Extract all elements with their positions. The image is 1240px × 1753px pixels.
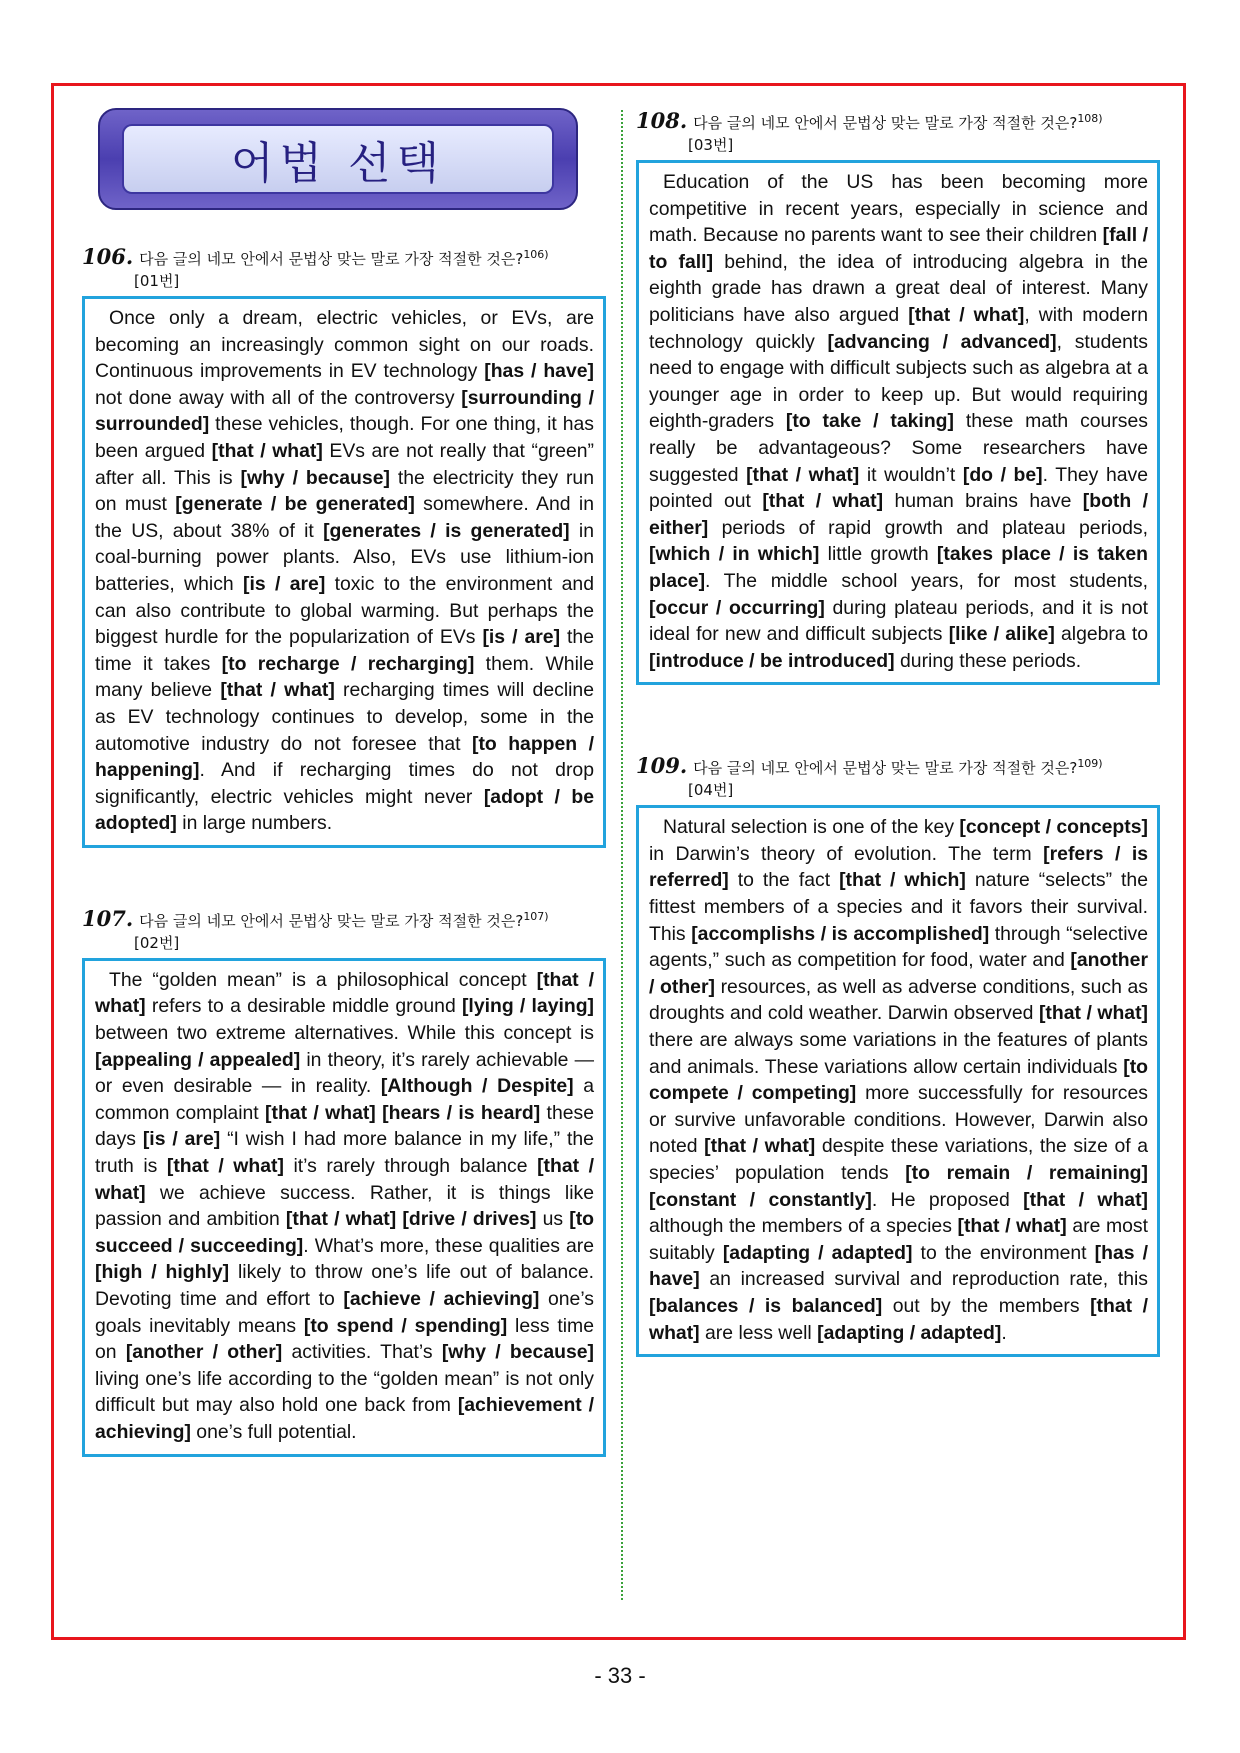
- question-prompt: 다음 글의 네모 안에서 문법상 맞는 말로 가장 적절한 것은?: [693, 759, 1078, 778]
- passage-box: [82, 296, 606, 848]
- question-number: 106.: [82, 244, 134, 269]
- question-number: 107.: [82, 905, 134, 931]
- question-source: [02번]: [134, 933, 180, 952]
- passage-text: Education of the US has been becoming more competitive in recent years, especially in science and math. Because no parents want to see their children [fall / to fall] behind, the idea of introducing algebra in the eighth grade has drawn a great deal of interest. Many politicians have also argued [that / what], with modern technology quickly [advancing / advanced], students need to engage with difficult subjects such as algebra at a younger age in order to keep up. But would requiring eighth-graders [to take / taking] these math courses really be advantageous? Some researchers have suggested [that / what] it wouldn’t [do / be]. They have pointed out [that / what] human brains have [both / either] periods of rapid growth and plateau periods, [which / in which] little growth [takes place / is taken place]. The middle school years, for most students, [occur / occurring] during plateau periods, and it is not ideal for new and difficult subjects [like / alike] algebra to [introduce / be introduced] during these periods.: [649, 171, 1149, 672]
- footnote-marker: 106): [523, 248, 549, 261]
- question-107: [82, 906, 606, 1457]
- question-number: 108.: [636, 108, 688, 133]
- passage-text: The “golden mean” is a philosophical concept [that / what] refers to a desirable middle ground [lying / laying] between two extreme alternatives. While this concept is [appealing / appealed] in theory, it’s rarely achievable — or even desirable — in reality. [Although / Despite] a common complaint [that / what] [hears / is heard] these days [is / are] “I wish I had more balance in my life,” the truth is [that / what] it’s rarely through balance [that / what] we achieve success. Rather, it is things like passion and ambition [that / what] [drive / drives] us [to succeed / succeeding]. What’s more, these qualities are [high / highly] likely to throw one’s life out of balance. Devoting time and effort to [achieve / achieving] one’s goals inevitably means [to spend / spending] less time on [another / other] activities. That’s [why / because] living one’s life according to the “golden mean” is not only difficult but may also hold one back from [achievement / achieving] one’s full potential.: [95, 968, 595, 1443]
- question-109: [636, 753, 1160, 1357]
- passage-text: Natural selection is one of the key [concept / concepts] in Darwin’s theory of evolution. The term [refers / is referred] to the fact [that / which] nature “selects” the fittest members of a species and it favors their survival. This [accomplishs / is accomplished] through “selective agents,” such as competition for food, water and [another / other] resources, as well as adverse conditions, such as droughts and cold weather. Darwin observed [that / what] there are always some variations in the features of plants and animals. These variations allow certain individuals [to compete / competing] more successfully for resources or survive unfavorable conditions. However, Darwin also noted [that / what] despite these variations, the size of a species’ population tends [to remain / remaining] [constant / constantly]. He proposed [that / what] although the members of a species [that / what] are most suitably [adapting / adapted] to the environment [has / have] an increased survival and reproduction rate, this [balances / is balanced] out by the members [that / what] are less well [adapting / adapted].: [649, 816, 1149, 1344]
- question-prompt: 다음 글의 네모 안에서 문법상 맞는 말로 가장 적절한 것은?: [139, 250, 524, 268]
- page-number: - 33 -: [594, 1663, 646, 1688]
- question-source: [03번]: [688, 136, 734, 154]
- left-column: [82, 108, 606, 1457]
- question-108: [636, 108, 1160, 685]
- section-title-banner: [98, 108, 578, 210]
- footnote-marker: 107): [523, 909, 549, 923]
- footnote-marker: 109): [1077, 757, 1103, 771]
- column-divider: [621, 110, 623, 1600]
- right-column: [636, 108, 1160, 1357]
- question-source: [01번]: [134, 272, 180, 290]
- section-title: 어법 선택: [230, 138, 445, 189]
- question-prompt: 다음 글의 네모 안에서 문법상 맞는 말로 가장 적절한 것은?: [693, 114, 1078, 132]
- question-number: 109.: [636, 753, 688, 779]
- passage-box: [636, 160, 1160, 685]
- question-106: [82, 244, 606, 848]
- question-source: [04번]: [688, 781, 734, 800]
- passage-box: [82, 958, 606, 1457]
- footnote-marker: 108): [1077, 112, 1103, 125]
- passage-text: Once only a dream, electric vehicles, or EVs, are becoming an increasingly common sight on our roads. Continuous improvements in EV technology [has / have] not done away with all of the controversy [surrounding / surrounded] these vehicles, though. For one thing, it has been argued [that / what] EVs are not really that “green” after all. This is [why / because] the electricity they run on must [generate / be generated] somewhere. And in the US, about 38% of it [generates / is generated] in coal-burning power plants. Also, EVs use lithium-ion batteries, which [is / are] toxic to the environment and can also contribute to global warming. But perhaps the biggest hurdle for the popularization of EVs [is / are] the time it takes [to recharge / recharging] them. While many believe [that / what] recharging times will decline as EV technology continues to develop, some in the automotive industry do not foresee that [to happen / happening]. And if recharging times do not drop significantly, electric vehicles might never [adopt / be adopted] in large numbers.: [95, 307, 595, 835]
- question-prompt: 다음 글의 네모 안에서 문법상 맞는 말로 가장 적절한 것은?: [139, 911, 524, 930]
- passage-box: [636, 805, 1160, 1357]
